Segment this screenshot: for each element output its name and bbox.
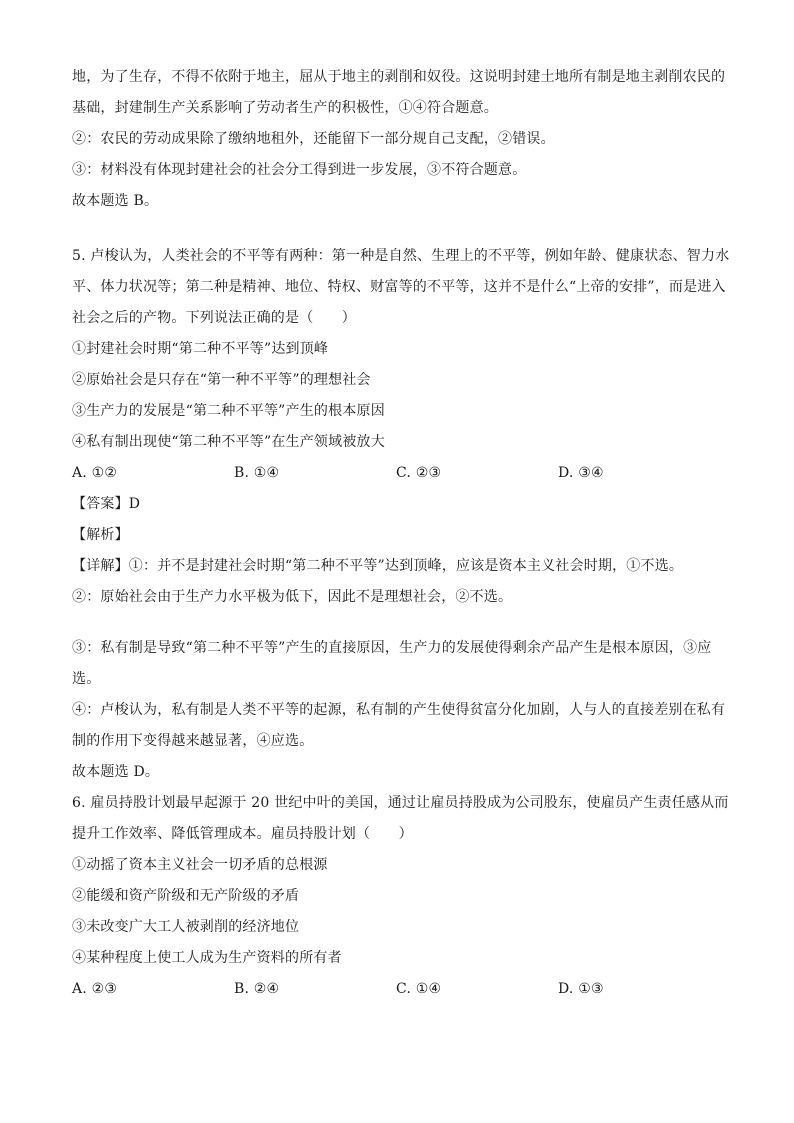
q5-options (72, 458, 722, 489)
q6-item-3: ③未改变广大工人被剥削的经济地位 (72, 919, 300, 935)
q5-item-2: ②原始社会是只存在“第一种不平等”的理想社会 (72, 372, 371, 388)
q6-option-c: C. ①④ (396, 981, 442, 997)
prev-analysis-line-2: 基础，封建制生产关系影响了劳动者生产的积极性，①④符合题意。 (72, 100, 498, 116)
q5-option-b: B. ①④ (234, 465, 280, 481)
prev-conclusion: 故本题选 B。 (72, 193, 159, 209)
q5-option-a: A. ①② (72, 465, 118, 481)
q6-option-d: D. ①③ (558, 981, 604, 997)
document-page (72, 62, 730, 1005)
q6-item-4: ④某种程度上使工人成为生产资料的所有者 (72, 950, 342, 966)
q6-option-b: B. ②④ (234, 981, 280, 997)
q5-option-c: C. ②③ (396, 465, 442, 481)
q5-detail-1: 【详解】①：并不是封建社会时期“第二种不平等”达到顶峰，应该是资本主义社会时期，①不选。 (72, 558, 684, 574)
q5-item-3: ③生产力的发展是“第二种不平等”产生的根本原因 (72, 403, 385, 419)
q6-item-2: ②能缓和资产阶级和无产阶级的矛盾 (72, 888, 300, 904)
q5-stem-line-1: 5. 卢梭认为，人类社会的不平等有两种：第一种是自然、生理上的不平等，例如年龄、健康状态、智力水 (72, 248, 730, 264)
q5-item-1: ①封建社会时期“第二种不平等”达到顶峰 (72, 341, 329, 357)
q6-stem-line-2: 提升工作效率、降低管理成本。雇员持股计划（ ） (72, 826, 413, 842)
prev-analysis-line-3: ②：农民的劳动成果除了缴纳地租外，还能留下一部分规自己支配，②错误。 (72, 131, 555, 147)
q6-item-1: ①动摇了资本主义社会一切矛盾的总根源 (72, 857, 328, 873)
q5-detail-4a: ④：卢梭认为，私有制是人类不平等的起源，私有制的产生使得贫富分化加剧，人与人的直接差别在私有 (72, 702, 726, 718)
q5-item-4: ④私有制出现使“第二种不平等”在生产领域被放大 (72, 434, 385, 450)
q5-option-d: D. ③④ (558, 465, 604, 481)
prev-analysis-line-1: 地，为了生存，不得不依附于地主，屈从于地主的剥削和奴役。这说明封建土地所有制是地主剥削农民的 (72, 69, 726, 85)
q5-analysis-label: 【解析】 (72, 527, 129, 543)
q5-answer: 【答案】D (72, 496, 141, 512)
q5-conclusion: 故本题选 D。 (72, 764, 160, 780)
q5-stem-line-3: 社会之后的产物。下列说法正确的是（ ） (72, 310, 356, 326)
q5-detail-4b: 制的作用下变得越来越显著，④应选。 (72, 733, 314, 749)
q5-detail-3a: ③：私有制是导致“第二种不平等”产生的直接原因，生产力的发展使得剩余产品产生是根本原因，③应 (72, 640, 712, 656)
q5-detail-3b: 选。 (72, 671, 101, 687)
q6-option-a: A. ②③ (72, 981, 118, 997)
q5-stem-line-2: 平、体力状况等；第二种是精神、地位、特权、财富等的不平等，这并不是什么“上帝的安排”，而是进入 (72, 279, 726, 295)
q6-stem-line-1: 6. 雇员持股计划最早起源于 20 世纪中叶的美国，通过让雇员持股成为公司股东，使雇员产生责任感从而 (72, 795, 729, 811)
prev-analysis-line-4: ③：材料没有体现封建社会的社会分工得到进一步发展，③不符合题意。 (72, 162, 527, 178)
q5-detail-2: ②：原始社会由于生产力水平极为低下，因此不是理想社会，②不选。 (72, 589, 513, 605)
q6-options (72, 974, 722, 1005)
